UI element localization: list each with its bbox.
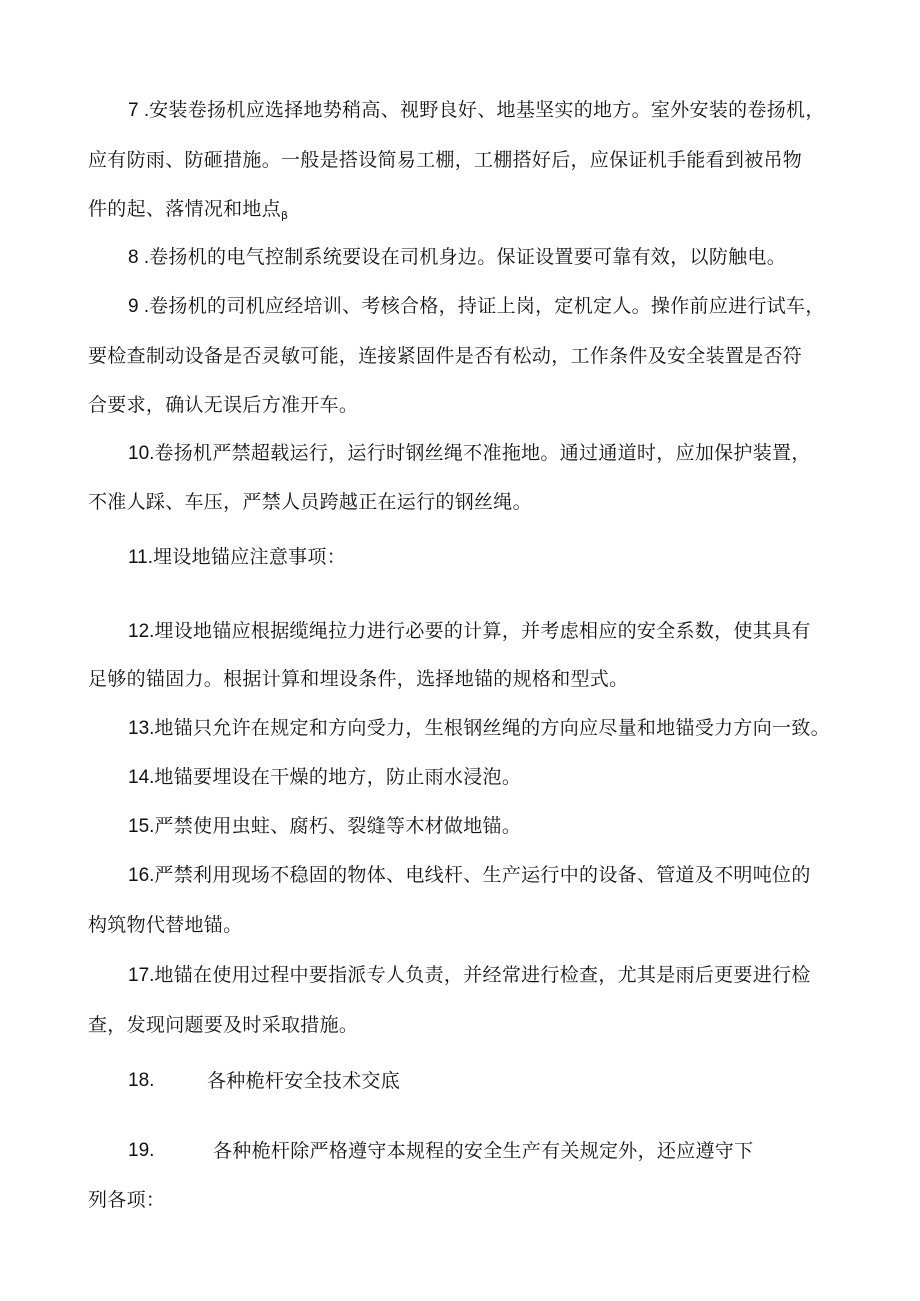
paragraph-16-line-2: 构筑物代替地锚。 — [88, 914, 243, 936]
paragraph-9-line-2: 要检查制动设备是否灵敏可能，连接紧固件是否有松动，工作条件及安全装置是否符 — [88, 345, 803, 367]
paragraph-19-number: 19. — [128, 1140, 155, 1161]
paragraph-7-text-end: 件的起、落情况和地点 — [88, 198, 282, 220]
paragraph-15-text: 严禁使用虫蛀、腐朽、裂缝等木材做地锚。 — [154, 815, 522, 837]
paragraph-10-number: 10. — [128, 443, 155, 464]
paragraph-8-number: 8 . — [128, 247, 150, 268]
paragraph-7-line-2: 应有防雨、防砸措施。一般是搭设简易工棚，工棚搭好后，应保证机手能看到被吊物 — [88, 149, 803, 171]
paragraph-16-text: 严禁利用现场不稳固的物体、电线杆、生产运行中的设备、管道及不明吨位的 — [154, 864, 811, 886]
paragraph-14-number: 14. — [128, 767, 155, 788]
paragraph-8 — [128, 245, 786, 270]
paragraph-8-text: 卷扬机的电气控制系统要设在司机身边。保证设置要可靠有效，以防触电。 — [149, 246, 787, 268]
trailing-mark: β — [281, 209, 289, 222]
paragraph-14-text: 地锚要埋设在干燥的地方，防止雨水浸泡。 — [154, 766, 522, 788]
paragraph-11 — [128, 545, 346, 570]
paragraph-7-line-3 — [88, 197, 288, 228]
paragraph-14 — [128, 765, 521, 790]
paragraph-15 — [128, 814, 521, 839]
paragraph-9-line-1 — [128, 294, 825, 319]
paragraph-16-number: 16. — [128, 865, 155, 886]
paragraph-7-text: 安装卷扬机应选择地势稍高、视野良好、地基坚实的地方。室外安装的卷扬机， — [149, 99, 825, 121]
paragraph-12-text: 埋设地锚应根据缆绳拉力进行必要的计算，并考虑相应的安全系数，使其具有 — [154, 620, 811, 642]
paragraph-12-line-1 — [128, 619, 811, 644]
paragraph-15-number: 15. — [128, 816, 155, 837]
paragraph-7-line-1 — [128, 98, 825, 123]
paragraph-16-line-1 — [128, 863, 811, 888]
paragraph-10-line-2: 不准人踩、车压，严禁人员跨越正在运行的钢丝绳。 — [88, 491, 532, 513]
paragraph-11-text: 埋设地锚应注意事项： — [153, 546, 347, 568]
paragraph-11-number: 11. — [128, 547, 154, 568]
paragraph-9-text: 卷扬机的司机应经培训、考核合格，持证上岗，定机定人。操作前应进行试车， — [149, 295, 825, 317]
paragraph-12-line-2: 足够的锚固力。根据计算和埋设条件，选择地锚的规格和型式。 — [88, 668, 629, 690]
paragraph-13-text: 地锚只允许在规定和方向受力，生根钢丝绳的方向应尽量和地锚受力方向一致。 — [154, 717, 830, 739]
paragraph-18-heading: 各种桅杆安全技术交底 — [207, 1070, 401, 1092]
paragraph-13 — [128, 716, 830, 741]
paragraph-9-number: 9 . — [128, 296, 150, 317]
paragraph-10-line-1 — [128, 441, 811, 466]
paragraph-18-number: 18. — [128, 1070, 155, 1091]
paragraph-17-text: 地锚在使用过程中要指派专人负责，并经常进行检查，尤其是雨后更要进行检 — [154, 964, 811, 986]
paragraph-17-number: 17. — [128, 965, 155, 986]
paragraph-19-line-2: 列各项： — [88, 1189, 166, 1211]
paragraph-19-line-1: 各种桅杆除严格遵守本规程的安全生产有关规定外，还应遵守下 — [213, 1140, 754, 1162]
paragraph-7-number: 7 . — [128, 100, 150, 121]
paragraph-17-line-2: 查，发现问题要及时采取措施。 — [88, 1014, 359, 1036]
paragraph-12-number: 12. — [128, 621, 155, 642]
paragraph-17-line-1 — [128, 963, 811, 988]
paragraph-13-number: 13. — [128, 718, 155, 739]
paragraph-9-line-3: 合要求，确认无误后方准开车。 — [88, 394, 359, 416]
paragraph-10-text: 卷扬机严禁超载运行，运行时钢丝绳不准拖地。通过通道时，应加保护装置， — [154, 442, 811, 464]
